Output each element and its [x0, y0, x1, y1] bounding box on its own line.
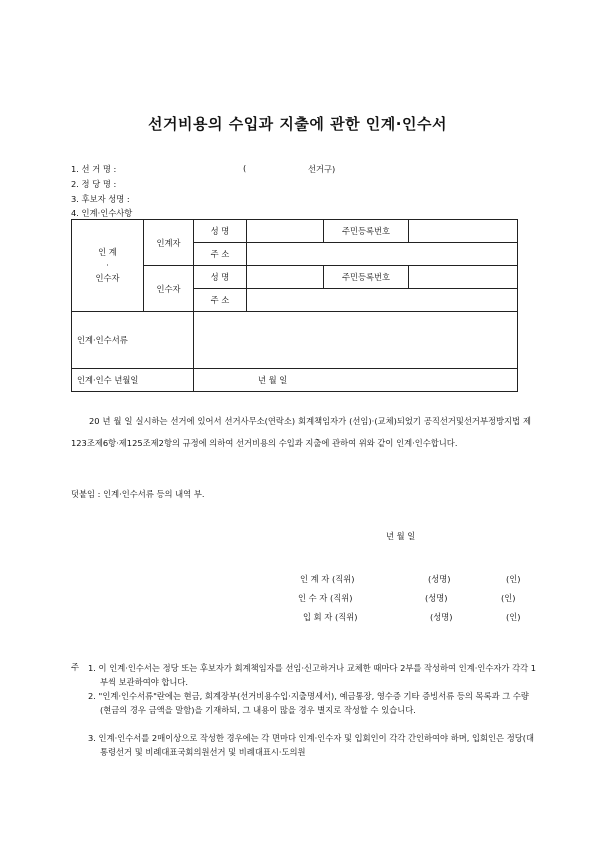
note-item: 3. 인계·인수서를 2매이상으로 작성한 경우에는 각 면마다 인계·인수자 및 입회인이 각각 간인하여야 하며, 입회인은 정당(대통령선거 및 비례대표국회의원선거 및 비례대표시·도의원: [88, 733, 534, 757]
date-label: 인계·인수 년월일: [72, 369, 194, 392]
election-name-label: 1. 선 거 명 :: [71, 164, 117, 174]
note-item: 2. "인계·인수서류"란에는 현금, 회계장부(선거비용수입·지출명세서), 예금통장, 영수증 기타 증빙서류 등의 목록과 그 수량(현금의 경우 금액을 말함)을 기재하되, 그 내용이 많을 경우 별지로 작성할 수 있습니다.: [88, 691, 529, 715]
documents-label: 인계·인수서류: [72, 312, 194, 369]
body-paragraph: 20 년 월 일 실시하는 선거에 있어서 선거사무소(연락소) 회계책임자가 (선임)·(교체)되었기 공직선거및선거부정방지법 제123조제6항·제125조제2항의 규정에 의하여 선거비용의 수입과 지출에 관하여 위와 같이 인계·인수합니다.: [71, 416, 531, 448]
giver-signature-name: (성명): [428, 574, 451, 584]
documents-field[interactable]: [194, 312, 518, 369]
receiver-name-field[interactable]: [247, 266, 324, 289]
giver-address-field[interactable]: [247, 243, 518, 266]
party-name-label: 2. 정 당 명 :: [71, 179, 117, 189]
handover-parties-cell: [72, 220, 144, 312]
receiver-signature-role: 인 수 자 (직위): [298, 593, 353, 603]
handover-table: [71, 219, 518, 392]
handover-parties-label: 인 계 · 인수자: [95, 247, 120, 283]
giver-name-field[interactable]: [247, 220, 324, 243]
document-title: 선거비용의 수입과 지출에 관한 인계·인수서: [148, 115, 447, 133]
witness-signature-seal: (인): [506, 612, 521, 622]
receiver-regno-field[interactable]: [409, 266, 518, 289]
giver-regno-field[interactable]: [409, 220, 518, 243]
notes-prefix: 주: [71, 662, 80, 672]
attachment-line: 덧붙임 : 인계·인수서류 등의 내역 부.: [71, 489, 205, 499]
giver-address-label: 주 소: [194, 243, 247, 266]
sign-date: 년 월 일: [386, 531, 416, 541]
receiver-signature-name: (성명): [425, 593, 448, 603]
handover-section-label: 4. 인계·인수사항: [71, 208, 133, 218]
witness-signature-role: 입 회 자 (직위): [303, 612, 358, 622]
receiver-name-label: 성 명: [194, 266, 247, 289]
receiver-address-label: 주 소: [194, 289, 247, 312]
election-district-suffix: 선거구): [308, 164, 336, 174]
note-item: 1. 이 인계·인수서는 정당 또는 후보자가 회계책임자를 선임·신고하거나 교체한 때마다 2부를 작성하여 인계·인수자가 각각 1부씩 보관하여야 합니다.: [88, 663, 537, 687]
election-paren-open: (: [243, 163, 247, 173]
receiver-signature-seal: (인): [501, 593, 516, 603]
witness-signature-name: (성명): [430, 612, 453, 622]
date-value: 년 월 일: [194, 369, 518, 392]
receiver-address-field[interactable]: [247, 289, 518, 312]
receiver-regno-label: 주민등록번호: [324, 266, 409, 289]
giver-label: 인계자: [144, 220, 194, 266]
candidate-name-label: 3. 후보자 성명 :: [71, 194, 130, 204]
receiver-label: 인수자: [144, 266, 194, 312]
giver-signature-seal: (인): [506, 574, 521, 584]
giver-signature-role: 인 계 자 (직위): [300, 574, 355, 584]
giver-regno-label: 주민등록번호: [324, 220, 409, 243]
giver-name-label: 성 명: [194, 220, 247, 243]
